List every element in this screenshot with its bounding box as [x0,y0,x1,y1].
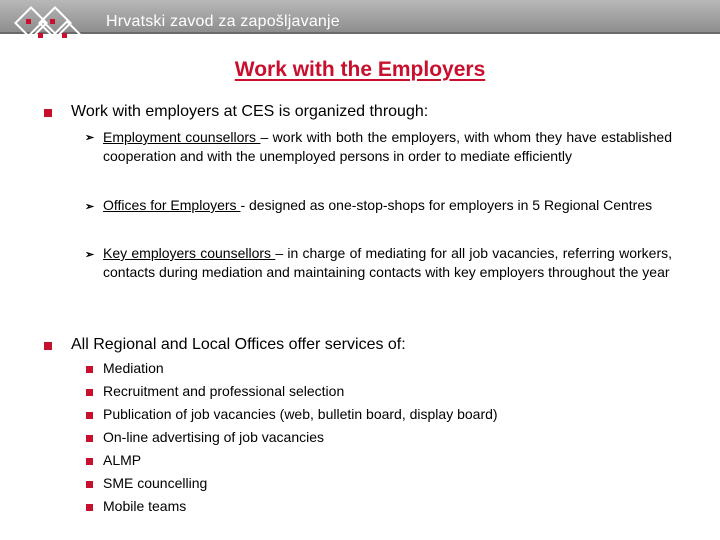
item-description: – work with both the employers, with whom they have established cooperation and with the unemployed persons in order to mediate efficiently [103,129,672,164]
service-item: On-line advertising of job vacancies [103,429,325,445]
item-term: Offices for Employers [103,197,241,213]
arrow-bullet-icon: ➢ [85,132,95,144]
item-term: Employment counsellors [103,129,261,145]
slide-title: Work with the Employers [234,58,486,81]
service-item: Publication of job vacancies (web, bulletin board, display board) [103,406,498,422]
item-description: - designed as one-stop-shops for employers in 5 Regional Centres [240,197,653,213]
service-item: Mediation [103,360,164,376]
service-bullet [86,458,93,465]
section-heading: Work with employers at CES is organized through: [71,103,429,120]
organization-name: Hrvatski zavod za zapošljavanje [106,13,340,30]
list-item [103,196,672,215]
arrow-bullet-icon: ➢ [85,249,95,261]
service-bullet [86,435,93,442]
item-term: Key employers counsellors [103,245,276,261]
service-bullet [86,412,93,419]
section-heading: All Regional and Local Offices offer services of: [71,336,406,353]
section-bullet [44,109,52,117]
service-item: Recruitment and professional selection [103,383,345,399]
section-bullet [44,342,52,350]
service-item: Mobile teams [103,498,187,514]
list-item [103,244,672,282]
list-item [103,128,672,166]
service-bullet [86,481,93,488]
item-description: – in charge of mediating for all job vacancies, referring workers, contacts during mediation and maintaining contacts with key employers throughout the year [103,245,673,280]
service-bullet [86,504,93,511]
service-item: ALMP [103,452,142,468]
arrow-bullet-icon: ➢ [85,201,95,213]
service-bullet [86,366,93,373]
service-bullet [86,389,93,396]
service-item: SME councelling [103,475,208,491]
hzz-logo-icon [12,2,84,52]
